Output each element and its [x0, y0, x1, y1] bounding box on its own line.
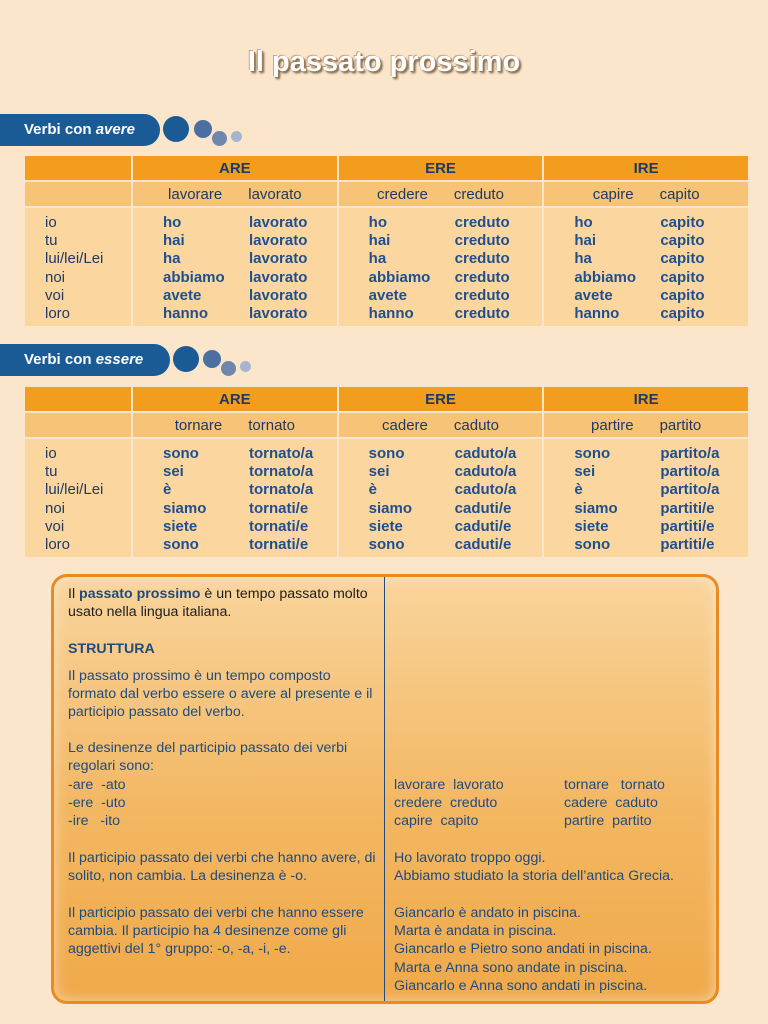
group-header-ere: ERE: [338, 155, 544, 181]
examples-avere-sentences: Ho lavorato troppo oggi. Abbiamo studiato la storia dell’antica Grecia.: [394, 850, 674, 885]
group-header-are: ARE: [132, 386, 338, 412]
essere-conjugation-table: [23, 385, 750, 559]
endings-list: -are -ato -ere -uto -ire -ito: [68, 777, 126, 830]
infinitive: cadere: [382, 416, 428, 434]
decorative-dot: [173, 346, 199, 372]
decorative-dot: [231, 131, 242, 142]
group-header-are: ARE: [132, 155, 338, 181]
infinitive: partire: [591, 416, 634, 434]
participle: capito: [659, 185, 700, 203]
avere-conjugation-table: [23, 154, 750, 328]
participle: partito: [659, 416, 702, 434]
section-label-avere: Verbi con avere: [0, 114, 160, 146]
pronoun-list: io tu lui/lei/Lei noi voi loro: [45, 445, 104, 554]
conjugation-block: sono sei è siamo siete sono partito/a partito/a partito/a partiti/e partiti/e partiti/e: [574, 445, 720, 554]
infinitive: tornare: [174, 416, 223, 434]
infinitive: capire: [592, 185, 634, 203]
participle: lavorato: [248, 185, 302, 203]
group-header-ire: IRE: [543, 155, 749, 181]
intro-paragraph: Il passato prossimo è un tempo passato molto usato nella lingua italiana.: [68, 586, 368, 621]
avere-rule-paragraph: Il participio passato dei verbi che hanno avere, di solito, non cambia. La desinenza è -o.: [68, 850, 376, 885]
decorative-dot: [163, 116, 189, 142]
infinitive: lavorare: [168, 185, 223, 203]
examples-essere-sentences: Giancarlo è andato in piscina. Marta è andata in piscina. Giancarlo e Pietro sono andati in piscina. Marta e Anna sono andate in piscina. Giancarlo e Anna sono andati in piscina.: [394, 905, 652, 994]
conjugation-block: sono sei è siamo siete sono tornato/a tornato/a tornato/a tornati/e tornati/e tornati/e: [163, 445, 314, 554]
conjugation-block: ho hai ha abbiamo avete hanno capito capito capito capito capito capito: [574, 214, 705, 323]
decorative-dot: [240, 361, 251, 372]
decorative-dot: [212, 131, 227, 146]
struttura-heading: STRUTTURA: [68, 641, 155, 657]
conjugation-block: sono sei è siamo siete sono caduto/a caduto/a caduto/a caduti/e caduti/e caduti/e: [368, 445, 517, 554]
endings-intro: Le desinenze del participio passato dei verbi regolari sono:: [68, 740, 348, 775]
conjugation-block: ho hai ha abbiamo avete hanno creduto creduto creduto creduto creduto creduto: [368, 214, 510, 323]
participle: creduto: [453, 185, 504, 203]
column-divider: [384, 577, 385, 1001]
infinitive: credere: [377, 185, 428, 203]
group-header-ere: ERE: [338, 386, 544, 412]
decorative-dot: [203, 350, 221, 368]
essere-rule-paragraph: Il participio passato dei verbi che hanno essere cambia. Il participio ha 4 desinenze come gli aggettivi del 1° gruppo: -o, -a, -i, -e.: [68, 905, 364, 958]
decorative-dot: [221, 361, 236, 376]
pronoun-list: io tu lui/lei/Lei noi voi loro: [45, 214, 104, 323]
conjugation-block: ho hai ha abbiamo avete hanno lavorato lavorato lavorato lavorato lavorato lavorato: [163, 214, 308, 323]
page-title: Il passato prossimo: [247, 46, 521, 78]
structure-paragraph: Il passato prossimo è un tempo composto formato dal verbo essere o avere al presente e il participio passato del verbo.: [68, 668, 373, 721]
group-header-ire: IRE: [543, 386, 749, 412]
participle: tornato: [248, 416, 295, 434]
examples-participles: lavorare lavorato tornare tornato credere creduto cadere caduto capire capito partire partito: [394, 777, 665, 830]
section-label-essere: Verbi con essere: [0, 344, 170, 376]
decorative-dot: [194, 120, 212, 138]
participle: caduto: [453, 416, 499, 434]
